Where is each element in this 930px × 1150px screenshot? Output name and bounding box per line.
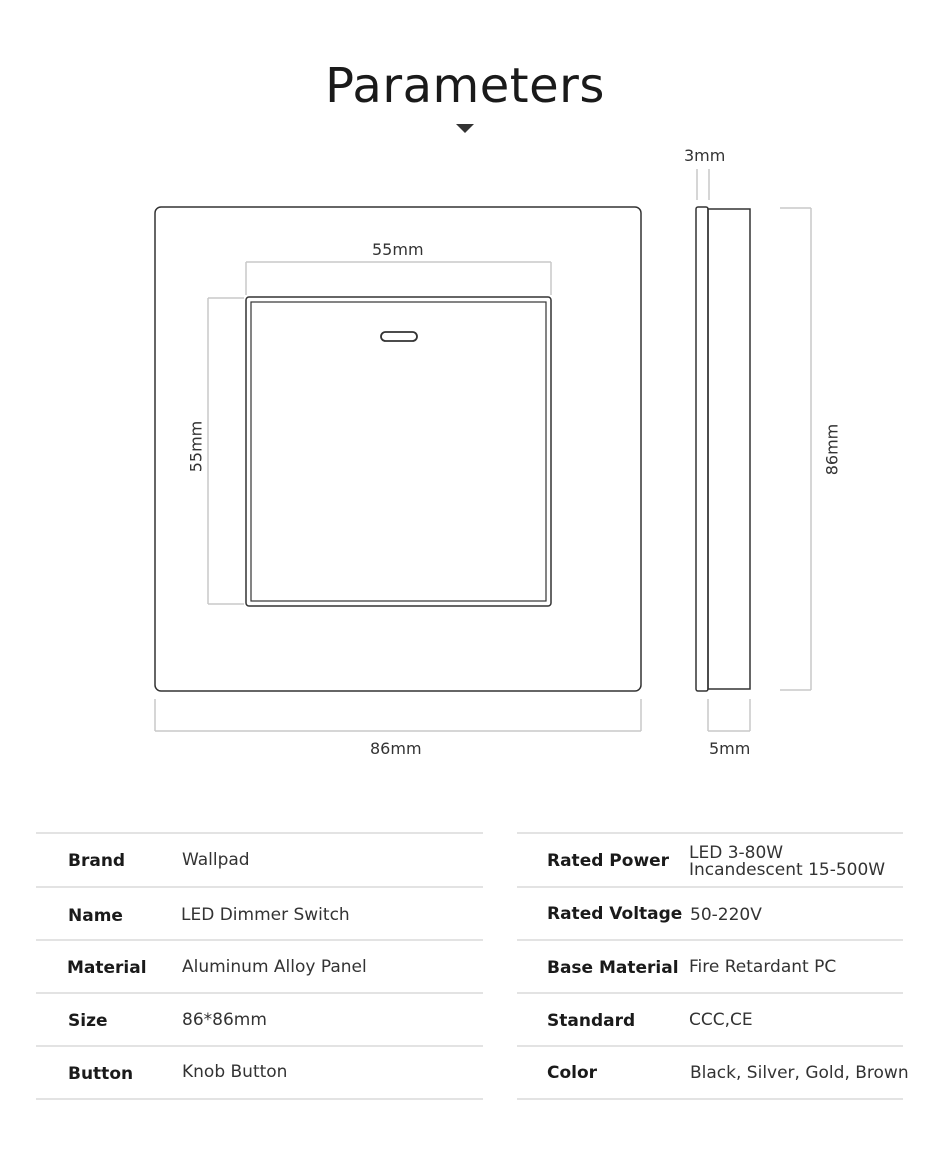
spec-value: 50-220V bbox=[690, 905, 762, 925]
dim-label-plate-thickness: 3mm bbox=[684, 146, 726, 165]
spec-row bbox=[36, 832, 483, 886]
button-inner-outline bbox=[251, 302, 546, 601]
spec-label: Rated Voltage bbox=[547, 904, 683, 924]
spec-value: Fire Retardant PC bbox=[689, 957, 837, 977]
side-view-body bbox=[708, 209, 750, 689]
button-outer-outline bbox=[246, 297, 551, 606]
dim-label-inner-width: 55mm bbox=[372, 240, 424, 259]
side-view-plate bbox=[696, 207, 708, 691]
spec-label: Material bbox=[67, 958, 147, 978]
front-panel-outline bbox=[155, 207, 641, 691]
spec-value: Black, Silver, Gold, Brown bbox=[690, 1063, 909, 1083]
dim-label-body-depth: 5mm bbox=[709, 739, 751, 758]
dim-bracket-inner-height bbox=[208, 298, 244, 604]
spec-row bbox=[517, 992, 903, 1045]
spec-row bbox=[36, 886, 483, 939]
spec-row bbox=[517, 886, 903, 939]
spec-value: 86*86mm bbox=[182, 1010, 267, 1030]
spec-label: Standard bbox=[547, 1011, 636, 1031]
spec-value-secondary: Incandescent 15-500W bbox=[689, 860, 886, 880]
spec-row bbox=[517, 939, 903, 992]
spec-value: LED Dimmer Switch bbox=[181, 905, 350, 925]
dim-bracket-inner-width bbox=[246, 262, 551, 295]
spec-label: Brand bbox=[68, 851, 126, 871]
spec-row bbox=[517, 1045, 909, 1100]
spec-row bbox=[36, 939, 483, 992]
spec-value: Wallpad bbox=[182, 850, 250, 870]
spec-row bbox=[36, 992, 483, 1045]
spec-label: Name bbox=[68, 906, 123, 926]
spec-label: Base Material bbox=[547, 958, 679, 978]
dim-label-side-height: 86mm bbox=[822, 423, 842, 476]
spec-value: LED 3-80W bbox=[689, 843, 784, 863]
dim-label-inner-height: 55mm bbox=[186, 420, 206, 473]
specs-table-right bbox=[517, 832, 909, 1100]
page-title: Parameters bbox=[325, 58, 605, 114]
led-indicator bbox=[381, 332, 417, 341]
dim-bracket-outer-width bbox=[155, 699, 641, 731]
spec-value: CCC,CE bbox=[689, 1010, 753, 1030]
dim-label-outer-width: 86mm bbox=[370, 739, 422, 758]
spec-label: Rated Power bbox=[547, 851, 670, 871]
dim-bracket-body-depth bbox=[708, 699, 750, 731]
spec-label: Color bbox=[547, 1063, 598, 1083]
spec-row bbox=[517, 832, 903, 886]
dim-bracket-plate-thickness bbox=[697, 169, 709, 200]
spec-row bbox=[36, 1045, 483, 1100]
spec-value: Aluminum Alloy Panel bbox=[182, 957, 367, 977]
spec-label: Size bbox=[68, 1011, 108, 1031]
spec-value: Knob Button bbox=[182, 1062, 288, 1082]
specs-table-left bbox=[36, 832, 483, 1100]
dim-bracket-side-height bbox=[780, 208, 811, 690]
spec-label: Button bbox=[68, 1064, 134, 1084]
